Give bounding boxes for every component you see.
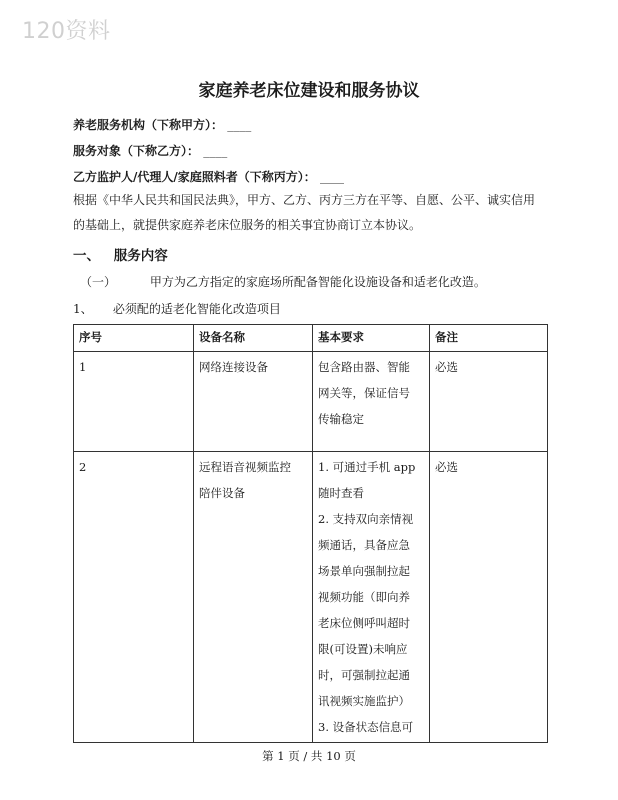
requirement-line: 频通话，具备应急 [318, 538, 410, 552]
requirement-line: 1. 可通过手机 app [318, 460, 416, 474]
item-1-tag: 1、 [73, 302, 93, 316]
section-heading [73, 244, 168, 264]
document-title: 家庭养老床位建设和服务协议 [198, 81, 420, 101]
header-notes: 备注 [430, 325, 548, 352]
cell-requirements [313, 352, 430, 452]
cell-no: 1 [74, 352, 194, 452]
device-name-line: 远程语音视频监控 [199, 460, 291, 474]
header-requirements: 基本要求 [313, 325, 430, 352]
watermark: 120资料 [22, 19, 111, 44]
cell-device-name [194, 352, 313, 452]
party-c-label: 乙方监护人/代理人/家庭照料者（下称丙方）： [73, 170, 316, 184]
requirement-line: 随时查看 [318, 486, 364, 500]
cell-requirements [313, 452, 430, 743]
clause-1 [80, 273, 486, 290]
requirement-line: 视频功能（即向养 [318, 590, 410, 604]
intro-paragraph [73, 188, 549, 238]
requirement-line: 网关等，保证信号 [318, 386, 410, 400]
item-1 [73, 300, 281, 317]
page-footer: 第 1 页 / 共 10 页 [262, 749, 356, 763]
party-a-label: 养老服务机构（下称甲方）： [73, 118, 224, 132]
cell-device-name [194, 452, 313, 743]
party-c-blank: ____ [319, 170, 344, 184]
requirement-line: 传输稳定 [318, 412, 364, 426]
clause-1-tag: （一） [80, 275, 117, 289]
requirement-line: 场景单向强制拉起 [318, 564, 410, 578]
header-no: 序号 [74, 325, 194, 352]
requirement-line: 时，可强制拉起通 [318, 668, 410, 682]
cell-no: 2 [74, 452, 194, 743]
intro-line-2: 的基础上，就提供家庭养老床位服务的相关事宜协商订立本协议。 [73, 218, 422, 232]
party-b-line [73, 142, 227, 160]
table-row [74, 452, 548, 743]
party-b-label: 服务对象（下称乙方）： [73, 144, 200, 158]
requirement-line: 讯视频实施监护） [318, 694, 410, 708]
table-row [74, 352, 548, 452]
table-header-row [74, 325, 548, 352]
party-a-line [73, 116, 251, 134]
cell-notes: 必选 [430, 352, 548, 452]
device-name-line: 网络连接设备 [199, 360, 268, 374]
requirement-line: 3. 设备状态信息可 [318, 720, 414, 734]
party-a-blank: ____ [227, 118, 252, 132]
equipment-table [73, 324, 548, 743]
requirement-line: 老床位侧呼叫超时 [318, 616, 410, 630]
section-number: 一、 [73, 248, 100, 264]
header-device-name: 设备名称 [194, 325, 313, 352]
requirement-line: 2. 支持双向亲情视 [318, 512, 414, 526]
item-1-text: 必须配的适老化智能化改造项目 [112, 302, 281, 316]
requirement-line: 包含路由器、智能 [318, 360, 410, 374]
clause-1-text: 甲方为乙方指定的家庭场所配备智能化设施设备和适老化改造。 [149, 275, 486, 289]
party-c-line [73, 168, 344, 186]
intro-line-1: 根据《中华人民共和国民法典》，甲方、乙方、丙方三方在平等、自愿、公平、诚实信用 [73, 193, 536, 207]
requirement-line: 限(可设置)未响应 [318, 642, 408, 656]
device-name-line: 陪伴设备 [199, 486, 245, 500]
cell-notes: 必选 [430, 452, 548, 743]
section-title: 服务内容 [113, 248, 168, 264]
party-b-blank: ____ [203, 144, 228, 158]
